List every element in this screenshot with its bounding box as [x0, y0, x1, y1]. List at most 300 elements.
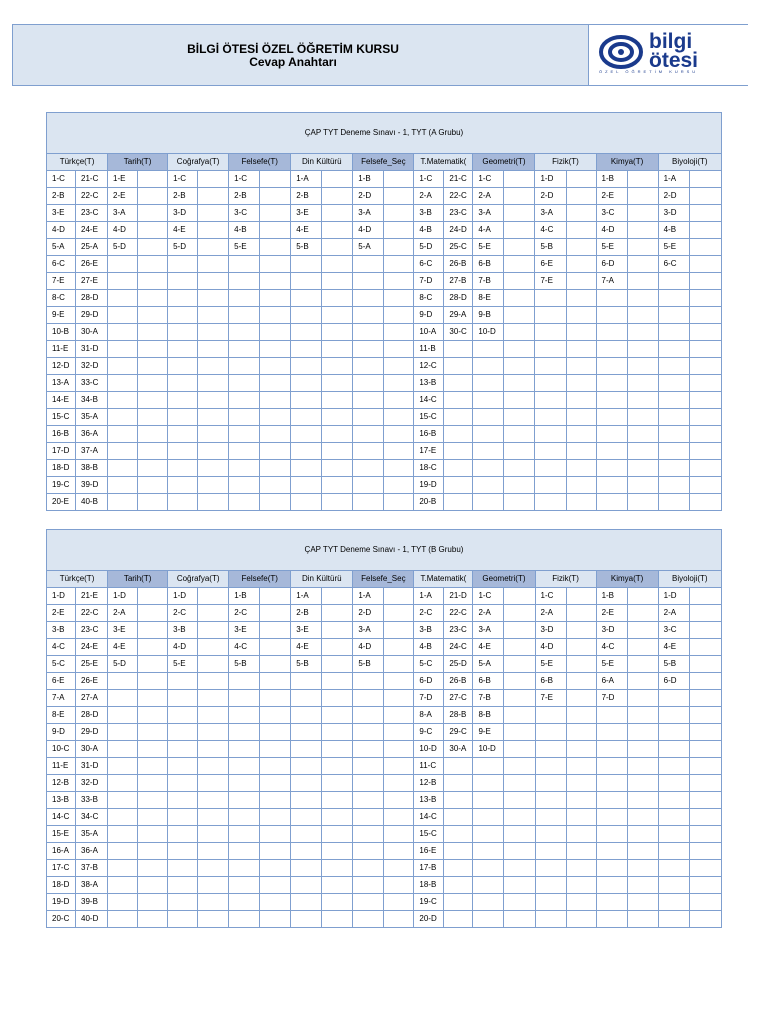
answer-cell: 2-B	[291, 605, 322, 622]
answer-cell	[384, 690, 414, 707]
answer-cell	[138, 290, 168, 307]
answer-cell	[627, 656, 658, 673]
table-row	[47, 690, 722, 707]
answer-cell	[504, 605, 535, 622]
answer-cell	[353, 860, 384, 877]
answer-cell	[384, 273, 414, 290]
answer-cell: 26-B	[444, 256, 473, 273]
answer-cell: 7-D	[596, 690, 627, 707]
answer-cell	[504, 826, 535, 843]
answer-cell	[322, 239, 353, 256]
answer-cell: 5-B	[291, 239, 322, 256]
answer-cell	[566, 860, 596, 877]
answer-cell	[198, 758, 229, 775]
answer-cell	[168, 860, 198, 877]
answer-cell: 18-D	[47, 460, 76, 477]
answer-cell	[535, 911, 566, 928]
answer-cell	[108, 775, 138, 792]
answer-cell	[260, 358, 291, 375]
answer-cell	[627, 426, 658, 443]
answer-cell	[566, 494, 596, 511]
answer-cell	[473, 375, 504, 392]
answer-cell: 25-D	[444, 656, 473, 673]
answer-cell: 6-C	[414, 256, 444, 273]
answer-cell	[658, 911, 689, 928]
table-row	[47, 324, 722, 341]
answer-cell	[566, 792, 596, 809]
answer-cell: 4-D	[168, 639, 198, 656]
answer-cell: 30-C	[444, 324, 473, 341]
answer-cell	[504, 690, 535, 707]
answer-cell: 1-C	[473, 171, 504, 188]
answer-cell: 26-E	[76, 256, 108, 273]
answer-cell: 1-C	[168, 171, 198, 188]
answer-cell: 6-D	[414, 673, 444, 690]
answer-cell: 20-D	[414, 911, 444, 928]
answer-cell	[138, 171, 168, 188]
answer-cell: 21-C	[444, 171, 473, 188]
answer-cell	[627, 375, 658, 392]
answer-cell	[535, 477, 566, 494]
answer-cell: 37-B	[76, 860, 108, 877]
answer-cell	[384, 443, 414, 460]
answer-cell: 1-D	[658, 588, 689, 605]
answer-cell	[322, 222, 353, 239]
answer-cell: 16-B	[47, 426, 76, 443]
column-header-felsefe: Felsefe(T)	[229, 154, 291, 171]
answer-cell	[444, 443, 473, 460]
answer-cell	[353, 758, 384, 775]
answer-cell	[535, 809, 566, 826]
answer-cell: 25-E	[76, 656, 108, 673]
answer-cell	[689, 273, 721, 290]
answer-cell: 17-D	[47, 443, 76, 460]
answer-cell	[229, 358, 260, 375]
answer-cell: 2-A	[658, 605, 689, 622]
answer-cell	[444, 375, 473, 392]
table-row	[47, 826, 722, 843]
column-header-matematik: T.Matematik(	[414, 571, 473, 588]
answer-cell	[353, 460, 384, 477]
answer-cell	[168, 392, 198, 409]
answer-cell	[229, 392, 260, 409]
answer-cell	[689, 188, 721, 205]
answer-cell	[168, 741, 198, 758]
answer-cell	[260, 239, 291, 256]
answer-cell	[108, 758, 138, 775]
answer-cell	[689, 843, 721, 860]
answer-cell	[566, 775, 596, 792]
answer-cell	[473, 860, 504, 877]
answer-cell	[353, 426, 384, 443]
answer-cell	[260, 222, 291, 239]
answer-cell: 40-B	[76, 494, 108, 511]
answer-cell	[108, 673, 138, 690]
answer-cell: 4-E	[291, 222, 322, 239]
answer-cell	[504, 588, 535, 605]
answer-cell	[596, 911, 627, 928]
answer-cell	[473, 843, 504, 860]
answer-cell	[596, 860, 627, 877]
answer-cell	[138, 860, 168, 877]
answer-cell	[260, 707, 291, 724]
answer-cell	[108, 324, 138, 341]
answer-cell	[689, 809, 721, 826]
logo-text-bottom: ötesi	[649, 49, 699, 72]
answer-cell	[627, 860, 658, 877]
answer-cell	[473, 341, 504, 358]
answer-cell	[108, 894, 138, 911]
answer-cell	[658, 775, 689, 792]
answer-cell	[322, 494, 353, 511]
answer-cell	[198, 477, 229, 494]
answer-cell	[535, 724, 566, 741]
answer-cell: 30-A	[444, 741, 473, 758]
answer-cell: 38-B	[76, 460, 108, 477]
answer-cell	[473, 826, 504, 843]
answer-cell	[473, 877, 504, 894]
answer-cell: 10-D	[473, 741, 504, 758]
answer-cell	[566, 307, 596, 324]
answer-cell: 3-E	[108, 622, 138, 639]
header-title	[13, 43, 573, 69]
answer-cell	[658, 843, 689, 860]
answer-cell	[596, 341, 627, 358]
answer-cell	[535, 826, 566, 843]
answer-cell	[689, 673, 721, 690]
answer-cell	[473, 911, 504, 928]
answer-cell	[108, 460, 138, 477]
answer-cell	[229, 894, 260, 911]
answer-cell	[504, 894, 535, 911]
answer-cell: 3-C	[596, 205, 627, 222]
answer-cell	[229, 860, 260, 877]
answer-cell	[384, 860, 414, 877]
column-header-turkce: Türkçe(T)	[47, 154, 108, 171]
answer-cell	[229, 724, 260, 741]
answer-cell: 26-E	[76, 673, 108, 690]
table-row	[47, 724, 722, 741]
answer-cell: 22-C	[76, 605, 108, 622]
answer-cell	[566, 911, 596, 928]
table-row	[47, 894, 722, 911]
answer-cell	[353, 894, 384, 911]
answer-cell	[138, 894, 168, 911]
column-header-geometri: Geometri(T)	[473, 154, 535, 171]
answer-cell	[198, 860, 229, 877]
answer-cell	[229, 375, 260, 392]
answer-cell: 4-E	[658, 639, 689, 656]
answer-cell	[198, 222, 229, 239]
answer-cell	[260, 894, 291, 911]
answer-cell	[108, 273, 138, 290]
answer-cell	[627, 605, 658, 622]
answer-cell	[260, 809, 291, 826]
answer-cell	[229, 290, 260, 307]
answer-cell	[627, 324, 658, 341]
answer-cell	[504, 843, 535, 860]
answer-cell: 32-D	[76, 358, 108, 375]
answer-cell	[291, 826, 322, 843]
answer-cell	[108, 826, 138, 843]
answer-cell: 14-C	[414, 809, 444, 826]
answer-cell: 20-C	[47, 911, 76, 928]
answer-cell	[384, 622, 414, 639]
answer-cell	[138, 375, 168, 392]
answer-cell	[689, 758, 721, 775]
answer-cell	[596, 843, 627, 860]
column-header-biyoloji: Biyoloji(T)	[658, 571, 721, 588]
answer-cell	[108, 256, 138, 273]
answer-cell	[260, 494, 291, 511]
answer-cell	[473, 809, 504, 826]
answer-cell	[566, 222, 596, 239]
answer-cell	[596, 775, 627, 792]
answer-cell: 9-E	[47, 307, 76, 324]
answer-cell	[291, 494, 322, 511]
answer-cell: 4-A	[473, 222, 504, 239]
answer-cell	[291, 256, 322, 273]
answer-cell	[322, 273, 353, 290]
answer-cell	[138, 358, 168, 375]
answer-cell: 16-B	[414, 426, 444, 443]
answer-cell: 18-B	[414, 877, 444, 894]
answer-cell	[444, 409, 473, 426]
answer-cell	[566, 324, 596, 341]
answer-cell	[566, 171, 596, 188]
answer-cell	[596, 826, 627, 843]
answer-cell	[384, 605, 414, 622]
answer-cell: 6-C	[47, 256, 76, 273]
answer-cell: 21-D	[444, 588, 473, 605]
answer-cell: 3-A	[353, 622, 384, 639]
answer-cell: 1-D	[108, 588, 138, 605]
answer-cell	[689, 171, 721, 188]
answer-cell	[353, 877, 384, 894]
answer-cell	[291, 724, 322, 741]
answer-cell	[473, 426, 504, 443]
answer-cell: 7-E	[47, 273, 76, 290]
table-row	[47, 443, 722, 460]
answer-cell	[627, 826, 658, 843]
answer-cell: 5-C	[47, 656, 76, 673]
answer-cell: 1-C	[473, 588, 504, 605]
answer-cell: 4-E	[473, 639, 504, 656]
answer-cell	[384, 911, 414, 928]
answer-cell: 4-E	[168, 222, 198, 239]
answer-cell	[566, 409, 596, 426]
answer-cell: 5-B	[291, 656, 322, 673]
answer-cell	[658, 494, 689, 511]
answer-cell: 5-A	[473, 656, 504, 673]
table-row	[47, 256, 722, 273]
answer-cell	[322, 877, 353, 894]
answer-cell: 2-A	[108, 605, 138, 622]
answer-cell	[384, 426, 414, 443]
answer-cell	[566, 205, 596, 222]
answer-cell	[260, 460, 291, 477]
table-row	[47, 273, 722, 290]
answer-cell	[322, 605, 353, 622]
answer-cell: 6-D	[596, 256, 627, 273]
answer-cell: 9-D	[47, 724, 76, 741]
answer-cell: 35-A	[76, 826, 108, 843]
answer-cell: 14-E	[47, 392, 76, 409]
answer-cell	[627, 622, 658, 639]
answer-cell: 4-B	[414, 222, 444, 239]
answer-cell	[504, 758, 535, 775]
answer-cell	[689, 222, 721, 239]
answer-cell	[260, 392, 291, 409]
answer-cell	[444, 477, 473, 494]
answer-cell	[198, 239, 229, 256]
answer-cell	[566, 375, 596, 392]
answer-cell: 3-B	[47, 622, 76, 639]
answer-cell	[168, 494, 198, 511]
answer-cell	[322, 741, 353, 758]
answer-cell	[535, 707, 566, 724]
answer-cell	[658, 426, 689, 443]
table-row	[47, 307, 722, 324]
answer-cell	[322, 375, 353, 392]
answer-cell: 2-B	[47, 188, 76, 205]
answer-cell	[322, 639, 353, 656]
answer-cell	[384, 358, 414, 375]
answer-cell	[566, 622, 596, 639]
table-title: ÇAP TYT Deneme Sınavı - 1, TYT (B Grubu)	[47, 530, 722, 571]
answer-cell	[444, 826, 473, 843]
answer-cell	[535, 877, 566, 894]
answer-cell	[291, 341, 322, 358]
answer-cell	[384, 460, 414, 477]
answer-cell: 5-B	[535, 239, 566, 256]
answer-cell: 8-E	[47, 707, 76, 724]
answer-cell	[138, 724, 168, 741]
answer-cell	[658, 826, 689, 843]
answer-cell	[260, 375, 291, 392]
answer-key-table-b	[46, 529, 722, 928]
answer-cell: 11-E	[47, 341, 76, 358]
answer-cell: 2-B	[291, 188, 322, 205]
answer-cell	[689, 639, 721, 656]
answer-cell	[689, 205, 721, 222]
answer-cell	[444, 392, 473, 409]
answer-cell	[658, 809, 689, 826]
answer-cell	[138, 341, 168, 358]
answer-cell: 29-D	[76, 307, 108, 324]
answer-cell	[596, 290, 627, 307]
answer-cell: 15-C	[414, 409, 444, 426]
answer-cell	[566, 656, 596, 673]
answer-cell	[566, 341, 596, 358]
answer-cell: 3-B	[168, 622, 198, 639]
answer-cell	[168, 724, 198, 741]
column-header-felsefe-sec: Felsefe_Seç	[353, 571, 414, 588]
answer-cell: 36-A	[76, 426, 108, 443]
answer-cell: 27-E	[76, 273, 108, 290]
answer-cell: 13-B	[414, 792, 444, 809]
table-row	[47, 775, 722, 792]
answer-cell	[627, 443, 658, 460]
answer-cell	[566, 639, 596, 656]
answer-cell	[535, 775, 566, 792]
answer-cell	[168, 911, 198, 928]
answer-cell: 20-E	[47, 494, 76, 511]
answer-cell	[138, 758, 168, 775]
answer-cell: 3-C	[229, 205, 260, 222]
answer-cell: 3-A	[353, 205, 384, 222]
table-row	[47, 409, 722, 426]
answer-cell	[108, 809, 138, 826]
column-header-fizik: Fizik(T)	[535, 154, 596, 171]
answer-cell	[198, 792, 229, 809]
answer-cell	[535, 324, 566, 341]
answer-cell	[322, 707, 353, 724]
answer-cell	[291, 758, 322, 775]
answer-cell: 33-B	[76, 792, 108, 809]
answer-cell	[291, 290, 322, 307]
answer-cell	[353, 911, 384, 928]
answer-cell	[168, 775, 198, 792]
answer-cell	[566, 724, 596, 741]
answer-cell	[535, 358, 566, 375]
answer-cell	[291, 911, 322, 928]
answer-cell	[260, 588, 291, 605]
answer-cell	[198, 443, 229, 460]
answer-cell	[229, 911, 260, 928]
answer-cell: 33-C	[76, 375, 108, 392]
answer-cell: 2-A	[535, 605, 566, 622]
answer-cell: 24-D	[444, 222, 473, 239]
answer-cell	[566, 809, 596, 826]
header-title-line2: Cevap Anahtarı	[249, 55, 337, 69]
column-header-fizik: Fizik(T)	[535, 571, 596, 588]
answer-cell	[291, 877, 322, 894]
answer-cell	[596, 392, 627, 409]
answer-cell	[566, 673, 596, 690]
answer-cell	[198, 392, 229, 409]
answer-cell	[384, 409, 414, 426]
answer-cell	[504, 256, 535, 273]
answer-cell: 22-C	[444, 605, 473, 622]
answer-cell	[353, 494, 384, 511]
answer-cell: 28-B	[444, 707, 473, 724]
answer-cell	[627, 205, 658, 222]
answer-cell: 4-D	[535, 639, 566, 656]
answer-cell	[504, 673, 535, 690]
answer-cell	[689, 690, 721, 707]
answer-cell	[504, 375, 535, 392]
answer-cell	[322, 843, 353, 860]
answer-cell	[473, 775, 504, 792]
answer-cell	[322, 673, 353, 690]
answer-cell	[322, 205, 353, 222]
answer-cell: 21-E	[76, 588, 108, 605]
answer-cell	[689, 324, 721, 341]
answer-cell: 7-A	[47, 690, 76, 707]
answer-cell	[108, 707, 138, 724]
answer-cell: 34-B	[76, 392, 108, 409]
answer-cell: 23-C	[76, 622, 108, 639]
answer-cell	[260, 860, 291, 877]
answer-cell	[689, 460, 721, 477]
answer-cell: 2-E	[47, 605, 76, 622]
answer-cell	[596, 426, 627, 443]
answer-cell	[322, 656, 353, 673]
answer-cell	[108, 911, 138, 928]
answer-cell	[444, 894, 473, 911]
answer-cell	[291, 392, 322, 409]
